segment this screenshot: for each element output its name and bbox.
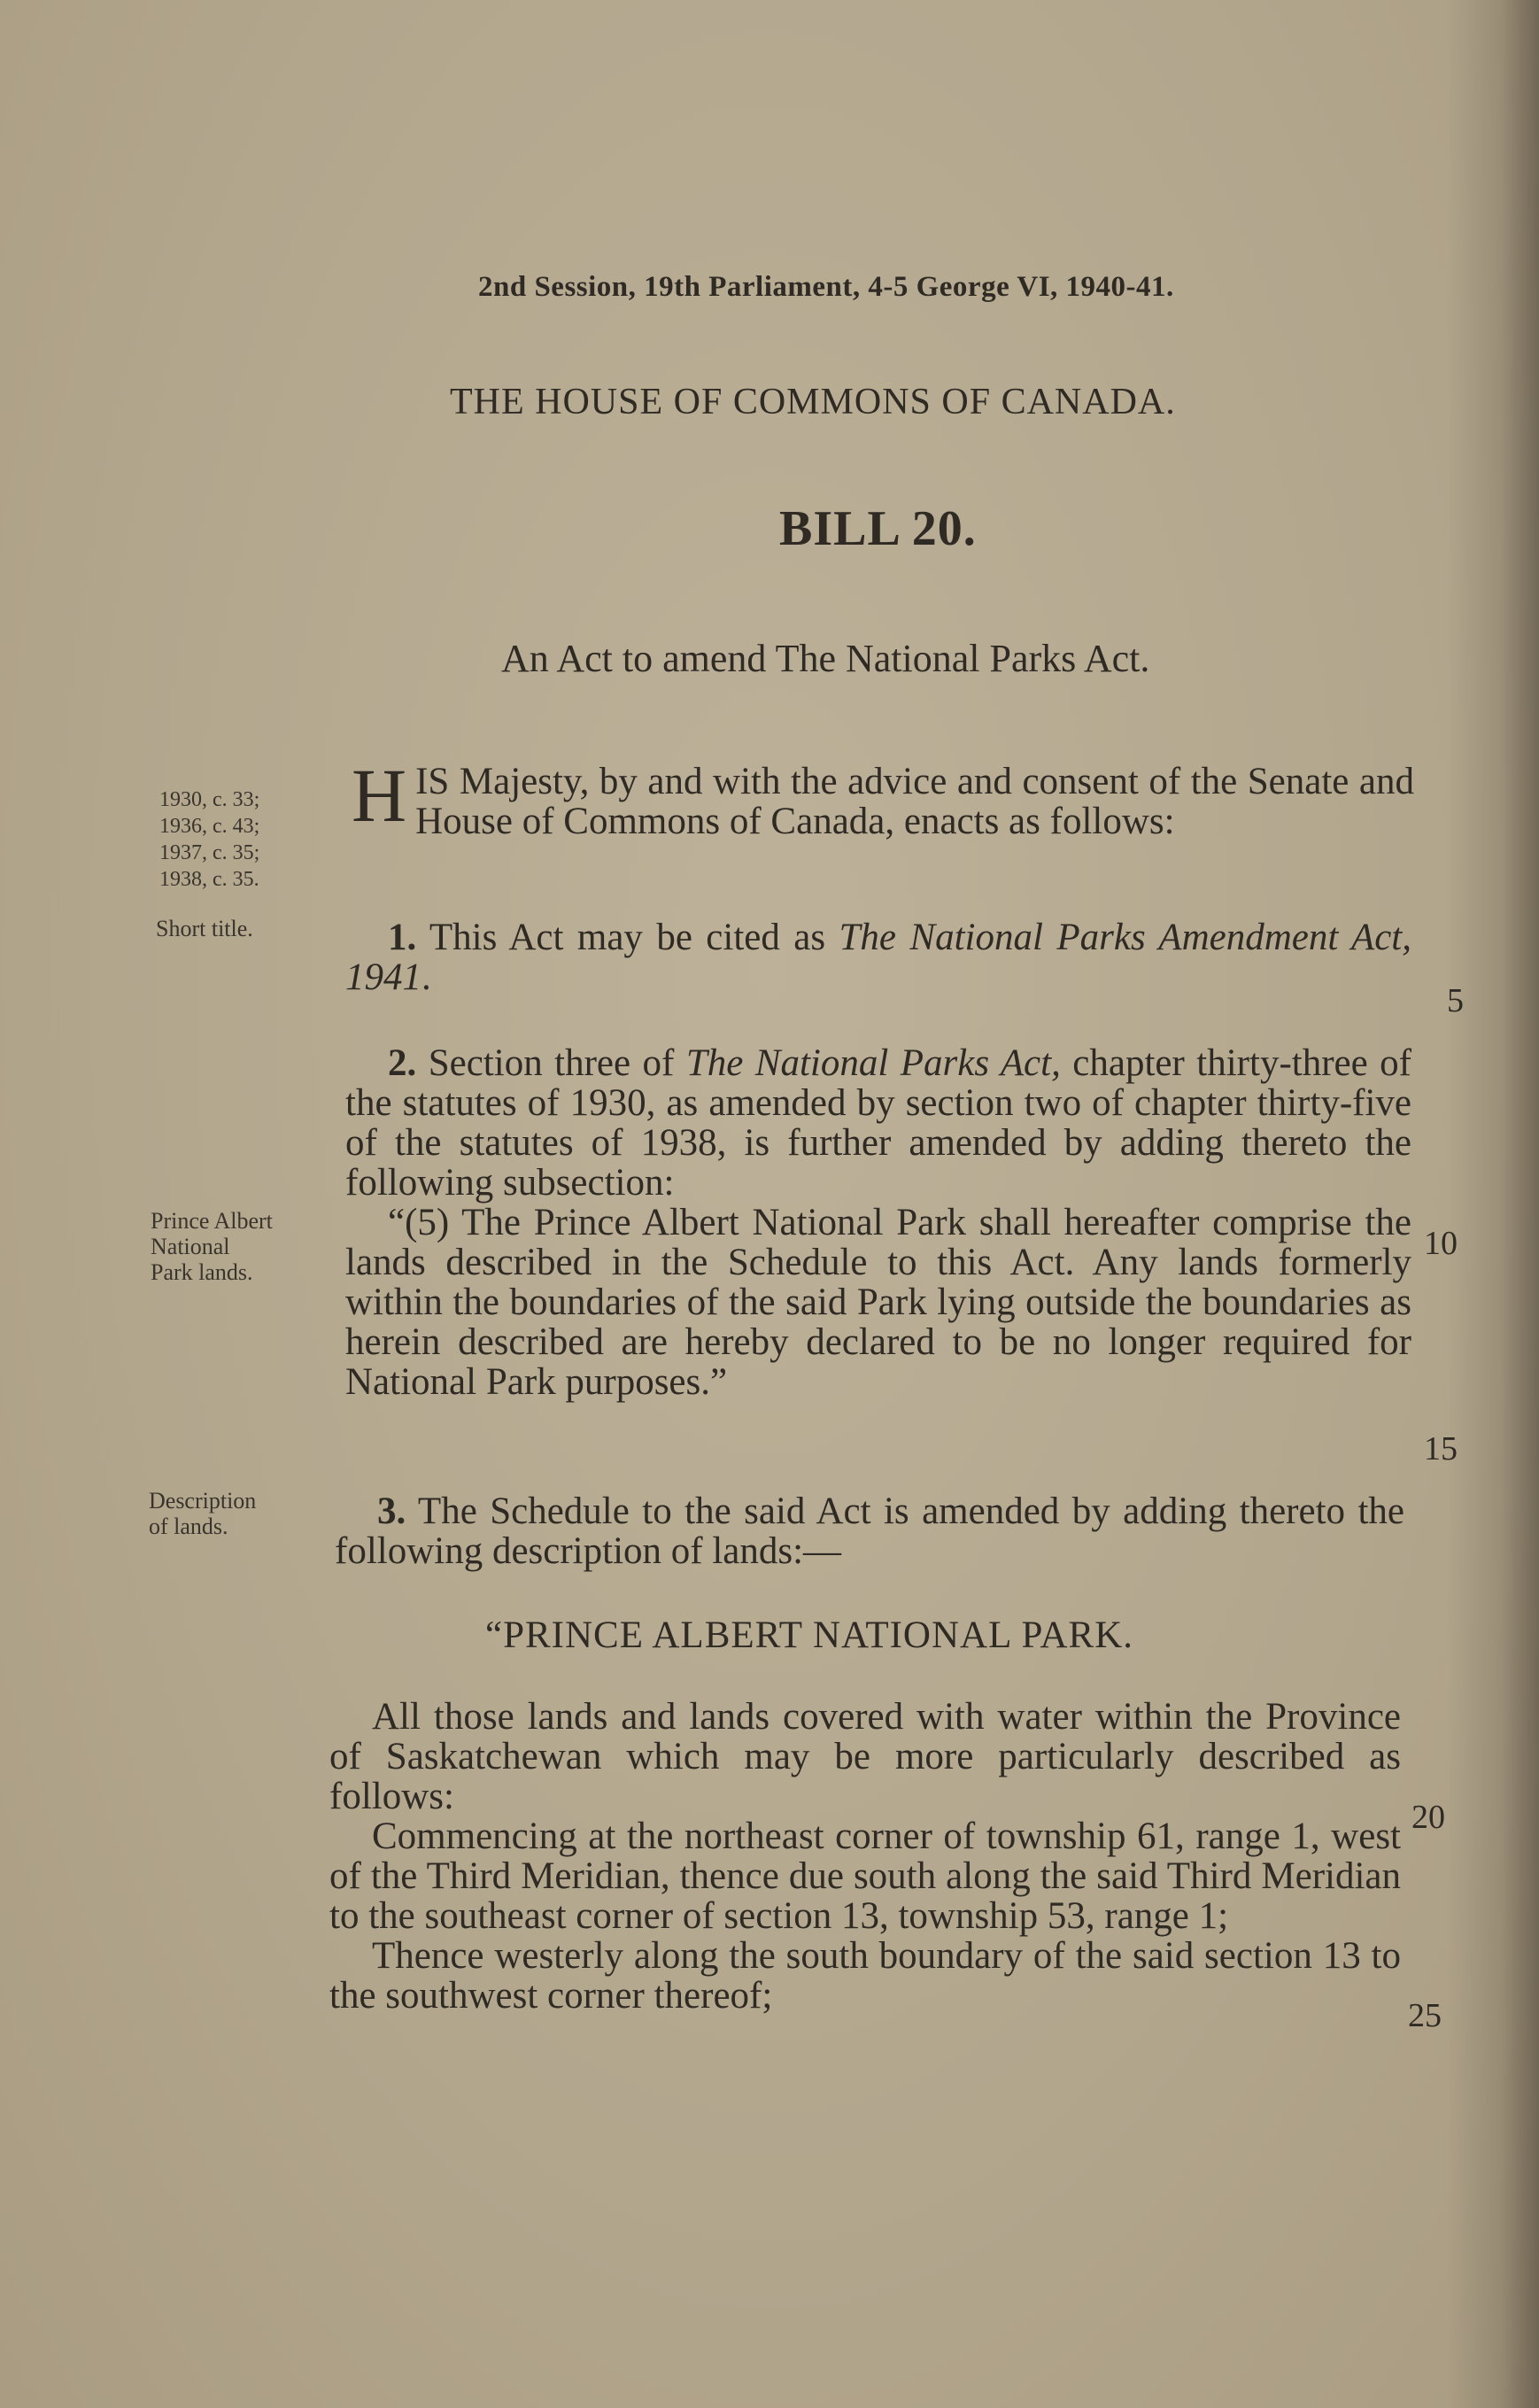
section-number: 2.: [388, 1042, 417, 1084]
section-3: 3. The Schedule to the said Act is amended by adding thereto the following description of lands:—: [335, 1490, 1404, 1572]
session-line: 2nd Session, 19th Parliament, 4-5 George VI, 1940-41.: [478, 271, 1174, 303]
citation: 1938, c. 35.: [159, 868, 259, 891]
land-description: All those lands and lands covered with water within the Province of Saskatchewan which may be more particularly described as follows: Commencing at the northeast corner of township 61, range 1, west of the Third Meridian, thence due south along the said Third Meridian to the southeast corner of section 13, township 53, range 1; Thence westerly along the south boundary of the said section 13 to the southwest corner thereof;: [329, 1696, 1401, 2017]
margin-note-description: Description of lands.: [149, 1488, 257, 1539]
citation: 1936, c. 43;: [159, 815, 260, 838]
section-number: 3.: [377, 1490, 406, 1532]
section-number: 1.: [388, 917, 417, 958]
enacting-clause: HIS Majesty, by and with the advice and consent of the Senate and House of Commons of Canada, enacts as follows:: [352, 753, 1414, 842]
drop-cap: H: [352, 753, 407, 838]
citation: 1937, c. 35;: [159, 841, 260, 864]
act-title: An Act to amend The National Parks Act.: [501, 637, 1150, 680]
section-1: 1. This Act may be cited as The National Parks Amendment Act, 1941.: [345, 917, 1411, 998]
line-number: 25: [1408, 1997, 1442, 2034]
statute-citations: [159, 786, 259, 893]
line-number: 15: [1424, 1430, 1458, 1467]
citation: 1930, c. 33;: [159, 788, 260, 811]
margin-note-short-title: Short title.: [156, 916, 253, 941]
house-title: THE HOUSE OF COMMONS OF CANADA.: [450, 382, 1176, 422]
subsection-5: “(5) The Prince Albert National Park shall hereafter comprise the lands described in the Schedule to this Act. Any lands formerly within the boundaries of the said Park lying outside the boundaries as herein described are hereby declared to be no longer required for National Park purposes.”: [345, 1202, 1411, 1403]
line-number: 5: [1447, 982, 1464, 1019]
line-number: 10: [1424, 1225, 1458, 1262]
section-2: 2. Section three of The National Parks Act, chapter thirty-three of the statutes of 1930, as amended by section two of chapter thirty-five of the statutes of 1938, is further amended by adding thereto the following subsection: “(5) The Prince Albert National Park shall hereafter comprise the lands described in the Schedule to this Act. Any lands formerly within the boundaries of the said Park lying outside the boundaries as herein described are hereby declared to be no longer required for National Park purposes.”: [345, 1042, 1411, 1403]
bill-number: BILL 20.: [779, 501, 977, 556]
schedule-heading: “PRINCE ALBERT NATIONAL PARK.: [485, 1614, 1133, 1656]
line-number: 20: [1411, 1799, 1445, 1836]
margin-note-prince-albert: Prince Albert National Park lands.: [151, 1208, 273, 1285]
